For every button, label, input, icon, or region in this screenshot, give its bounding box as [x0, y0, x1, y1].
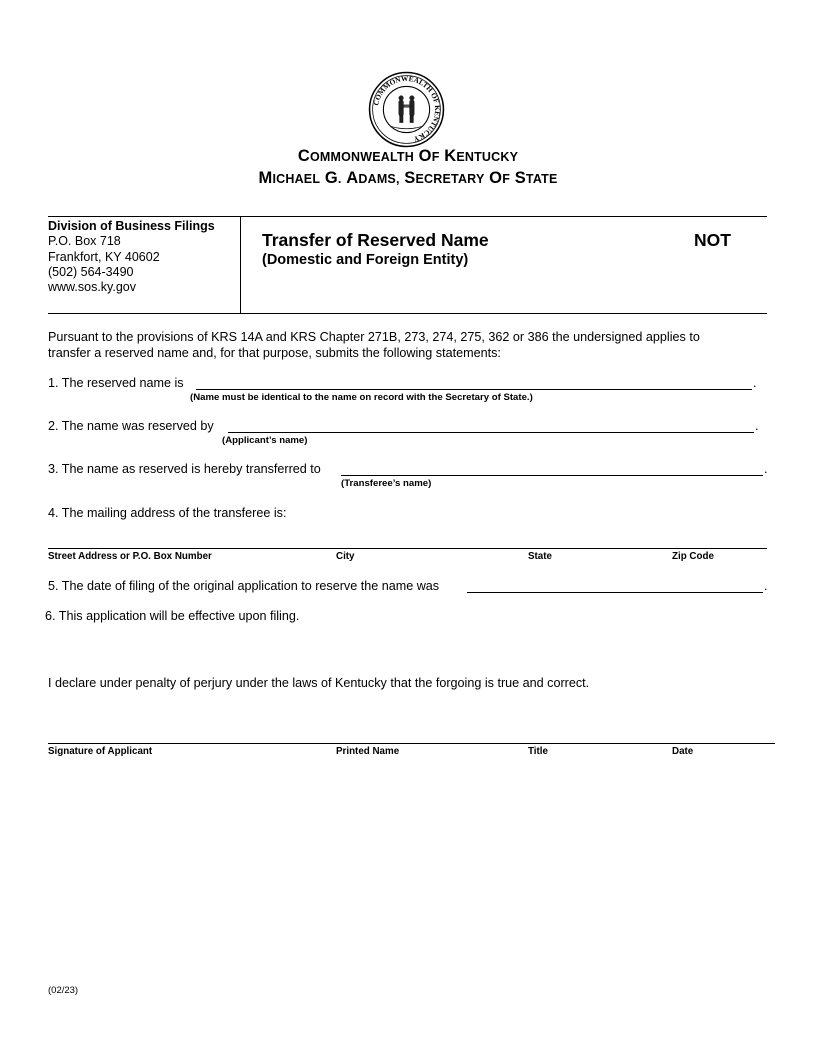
intro-line-2: transfer a reserved name and, for that purpose, submits the following statements:: [48, 346, 501, 360]
form-title: Transfer of Reserved Name: [262, 230, 489, 250]
signature-label: Signature of Applicant: [48, 746, 153, 757]
header-box-bottom: [48, 313, 767, 314]
state-label: State: [528, 551, 552, 562]
intro-line-1: Pursuant to the provisions of KRS 14A and KRS Chapter 271B, 273, 274, 275, 362 or 386 the undersigned applies to: [48, 330, 700, 344]
state-heading: [0, 147, 816, 166]
revision-date: (02/23): [48, 985, 79, 996]
city-label: City: [336, 551, 355, 562]
seal-text: COMMONWEALTH OF KENTUCKY: [371, 73, 443, 144]
title-label: Title: [528, 746, 548, 757]
printed-name-label: Printed Name: [336, 746, 400, 757]
kentucky-seal: [368, 71, 445, 148]
top-divider: [48, 216, 767, 217]
filing-date-field[interactable]: [467, 592, 763, 593]
item-3-note: (Transferee’s name): [341, 478, 432, 489]
division-name: Division of Business Filings: [48, 219, 215, 233]
period-5: .: [764, 579, 768, 593]
header-box-divider: [240, 216, 241, 313]
signature-field[interactable]: [48, 743, 775, 744]
period-3: .: [764, 462, 768, 476]
street-label: Street Address or P.O. Box Number: [48, 551, 212, 562]
item-5-label: 5. The date of filing of the original application to reserve the name was: [48, 579, 440, 593]
office-website[interactable]: www.sos.ky.gov: [48, 280, 136, 295]
item-6-label: 6. This application will be effective upon filing.: [45, 609, 300, 623]
applicant-name-field[interactable]: [228, 432, 754, 433]
official-heading: [0, 169, 816, 188]
item-3-label: 3. The name as reserved is hereby transferred to: [48, 462, 321, 476]
transferee-name-field[interactable]: [341, 475, 763, 476]
svg-text:COMMONWEALTH OF KENTUCKY: [371, 74, 442, 144]
declaration-text: I declare under penalty of perjury under the laws of Kentucky that the forgoing is true and correct.: [48, 676, 590, 690]
po-box: P.O. Box 718: [48, 234, 121, 249]
item-1-label: 1. The reserved name is: [48, 376, 184, 390]
item-2-note: (Applicant’s name): [222, 435, 308, 446]
item-1-note: (Name must be identical to the name on record with the Secretary of State.): [190, 392, 533, 403]
period-2: .: [755, 419, 759, 433]
office-phone: (502) 564-3490: [48, 264, 134, 279]
item-4-label: 4. The mailing address of the transferee is:: [48, 506, 287, 520]
secretary-name: MICHAEL G. ADAMS, SECRETARY OF STATE: [258, 169, 558, 187]
office-city: Frankfort, KY 40602: [48, 249, 160, 264]
period-1: .: [753, 376, 757, 390]
office-address: [48, 219, 215, 295]
state-name: COMMONWEALTH OF KENTUCKY: [297, 147, 519, 165]
date-label: Date: [672, 746, 694, 757]
zip-label: Zip Code: [672, 551, 714, 562]
reserved-name-field[interactable]: [196, 389, 752, 390]
form-subtitle: (Domestic and Foreign Entity): [262, 252, 469, 268]
form-code: NOT: [694, 230, 731, 250]
mailing-address-field[interactable]: [48, 548, 767, 549]
item-2-label: 2. The name was reserved by: [48, 419, 214, 433]
